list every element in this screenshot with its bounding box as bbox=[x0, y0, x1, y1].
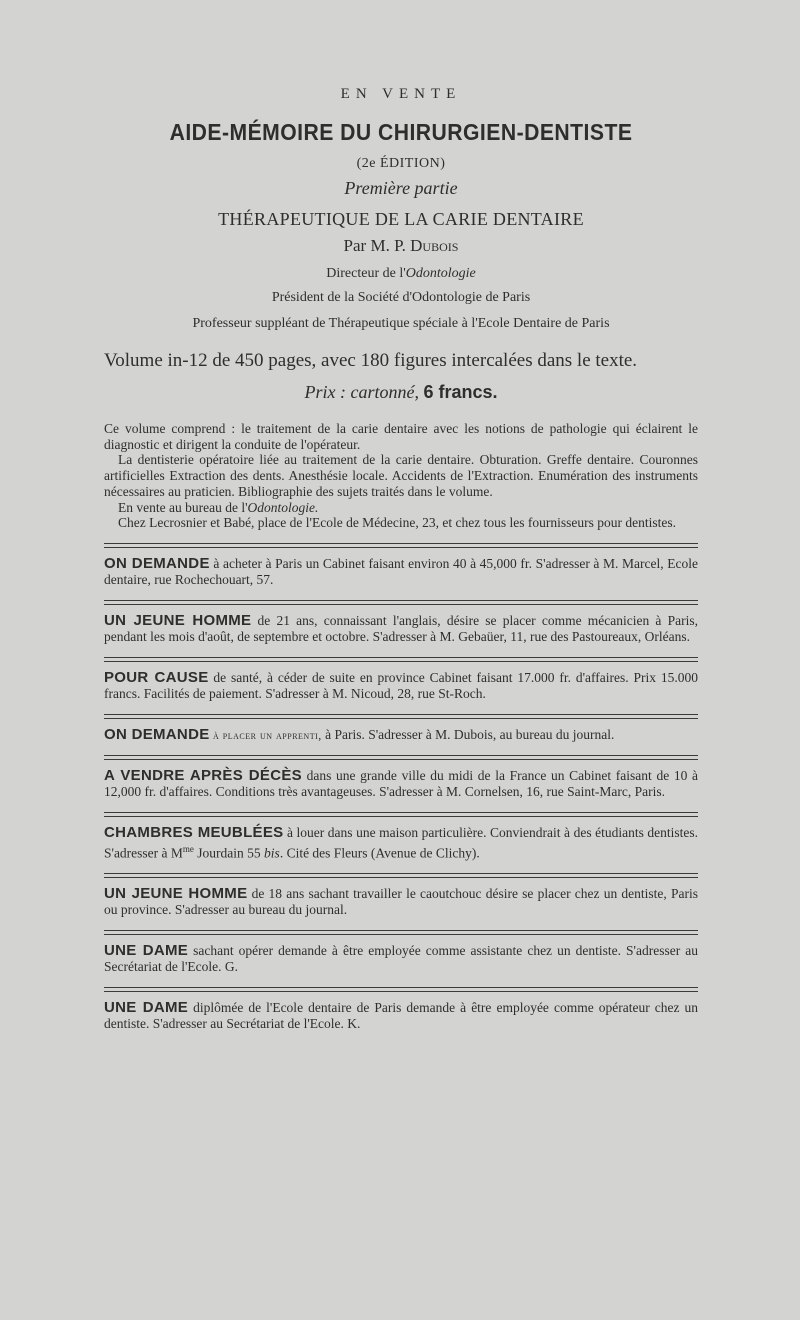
divider-rule bbox=[104, 714, 698, 719]
ad-lead: UNE DAME bbox=[104, 942, 189, 960]
divider-rule bbox=[104, 600, 698, 605]
advertisement-page bbox=[104, 70, 698, 1032]
ad-text-a: à louer dans une maison particulière. Conviendrait à des étudiants dentistes. S'adresser à M bbox=[104, 824, 699, 861]
ad-text: diplômée de l'Ecole dentaire de Paris demande à être employée comme opérateur chez un dentiste. S'adresser au Secrétariat de l'Ecole. K. bbox=[104, 1000, 698, 1032]
author-role-professor: Professeur suppléant de Thérapeutique spéciale à l'Ecole Dentaire de Paris bbox=[192, 316, 610, 331]
ad-text-c: . Cité des Fleurs (Avenue de Clichy). bbox=[279, 845, 480, 861]
divider-rule bbox=[104, 930, 698, 935]
classified-ad bbox=[104, 1000, 698, 1032]
classified-ad bbox=[104, 825, 698, 862]
classified-ad bbox=[104, 556, 698, 588]
ad-text: à acheter à Paris un Cabinet faisant environ 40 à 45,000 fr. S'adresser à M. Marcel, Ecole dentaire, rue Rochechouart, 57. bbox=[104, 555, 698, 587]
ad-lead: A VENDRE APRÈS DÉCÈS bbox=[104, 766, 302, 784]
divider-rule bbox=[104, 812, 698, 817]
volume-info: Volume in-12 de 450 pages, avec 180 figures intercalées dans le texte. bbox=[104, 350, 638, 371]
ad-italic: bis bbox=[264, 845, 280, 861]
book-title: AIDE-MÉMOIRE DU CHIRURGIEN-DENTISTE bbox=[169, 119, 633, 145]
ad-lead: CHAMBRES MEUBLÉES bbox=[104, 823, 284, 841]
classified-ad bbox=[104, 613, 698, 645]
classified-ad bbox=[104, 886, 698, 918]
role1-prefix: Directeur de l' bbox=[326, 266, 406, 281]
ad-lead: ON DEMANDE bbox=[104, 725, 210, 743]
divider-rule bbox=[104, 543, 698, 548]
book-description bbox=[104, 421, 698, 531]
divider-rule bbox=[104, 987, 698, 992]
ad-text: de santé, à céder de suite en province Cabinet faisant 17.000 fr. d'affaires. Prix 15.000 francs. Facilités de paiement. S'adresser à M. Nicoud, 28, rue St-Roch. bbox=[104, 669, 698, 701]
description-p3-prefix: En vente au bureau de l' bbox=[118, 499, 248, 515]
role1-journal: Odontologie bbox=[405, 266, 476, 281]
ad-lead: ON DEMANDE bbox=[104, 554, 210, 572]
author-line bbox=[104, 236, 698, 256]
divider-rule bbox=[104, 873, 698, 878]
ad-smallcaps: à placer un apprenti, bbox=[209, 727, 322, 742]
ad-text: dans une grande ville du midi de la France un Cabinet faisant de 10 à 12,000 fr. d'affaires. Conditions très avantageuses. S'adresser à M. Cornelsen, 16, rue Saint-Marc, Paris. bbox=[104, 767, 698, 799]
author-role-director bbox=[104, 266, 698, 282]
author-name: Dubois bbox=[410, 236, 459, 255]
ad-text: sachant opérer demande à être employée comme assistante chez un dentiste. S'adresser au Secrétariat de l'Ecole. G. bbox=[104, 943, 698, 975]
author-prefix: Par M. P. bbox=[343, 236, 406, 255]
description-p3-journal: Odontologie. bbox=[247, 499, 319, 515]
description-p1: Ce volume comprend : le traitement de la carie dentaire avec les notions de pathologie qui éclairent le diagnostic et dirigent la conduite de l'opérateur. bbox=[104, 421, 698, 452]
ad-text: de 18 ans sachant travailler le caoutchouc désire se placer chez un dentiste, Paris ou province. S'adresser au bureau du journal. bbox=[104, 886, 698, 918]
price-line bbox=[104, 382, 698, 403]
divider-rule bbox=[104, 657, 698, 662]
en-vente-heading: EN VENTE bbox=[340, 86, 462, 102]
ad-text: de 21 ans, connaissant l'anglais, désire se placer comme mécanicien à Paris, pendant les mois d'août, de septembre et octobre. S'adresser à M. Gebaüer, 11, rue des Pastoureaux, Orléans. bbox=[104, 612, 698, 644]
edition-note: (2e ÉDITION) bbox=[356, 156, 446, 171]
ad-text-b: Jourdain 55 bbox=[193, 845, 265, 861]
classified-ad bbox=[104, 768, 698, 800]
ad-text: à Paris. S'adresser à M. Dubois, au bureau du journal. bbox=[321, 726, 615, 742]
author-role-president: Président de la Société d'Odontologie de Paris bbox=[271, 290, 531, 305]
part-label: Première partie bbox=[344, 178, 458, 198]
divider-rule bbox=[104, 755, 698, 760]
price-label: Prix : cartonné, bbox=[304, 382, 419, 402]
price-amount: 6 francs. bbox=[423, 382, 498, 402]
ad-sup: me bbox=[182, 843, 194, 854]
description-p3 bbox=[104, 500, 698, 516]
ad-lead: UNE DAME bbox=[104, 999, 189, 1017]
description-p2: La dentisterie opératoire liée au traitement de la carie dentaire. Obturation. Greffe dentaire. Couronnes artificielles Extraction des dents. Anesthésie locale. Accidents de l'Extraction. Enumération des instruments nécessaires au praticien. Bibliographie des sujets traités dans le volume. bbox=[104, 452, 698, 499]
ad-lead: UN JEUNE HOMME bbox=[104, 611, 252, 629]
description-p4: Chez Lecrosnier et Babé, place de l'Ecole de Médecine, 23, et chez tous les fournisseurs pour dentistes. bbox=[118, 515, 676, 531]
book-subject: THÉRAPEUTIQUE DE LA CARIE DENTAIRE bbox=[218, 209, 584, 229]
classified-ad bbox=[104, 943, 698, 975]
ad-lead: UN JEUNE HOMME bbox=[104, 885, 248, 903]
classified-ad bbox=[104, 670, 698, 702]
ad-lead: POUR CAUSE bbox=[104, 668, 209, 686]
classified-ad bbox=[104, 727, 698, 743]
